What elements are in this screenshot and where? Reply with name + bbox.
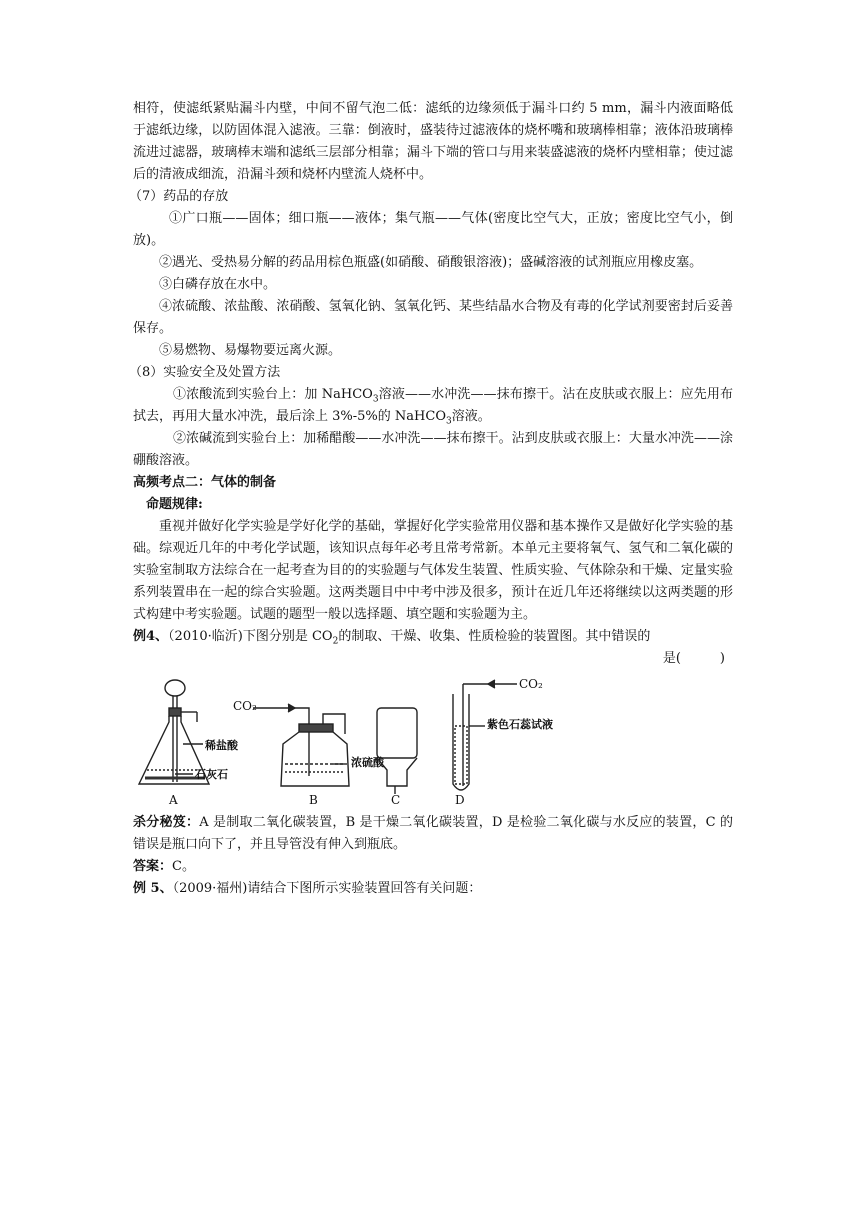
storage-item-1: ①广口瓶——固体；细口瓶——液体；集气瓶——气体(密度比空气大，正放；密度比空气小，倒放)。 — [133, 211, 733, 248]
filtration-paragraph: 相符，使滤纸紧贴漏斗内壁，中间不留气泡二低：滤纸的边缘须低于漏斗口约 5 mm，漏斗内液面略低于滤纸边缘，以防固体混入滤液。三靠：倒液时，盛装待过滤液体的烧杯嘴和玻璃棒相靠；液体沿玻璃棒流进过滤器，玻璃棒末端和滤纸三层部分相靠；漏斗下端的管口与用来装盛滤液的烧杯内壁相靠；使过滤后的清液成细流，沿漏斗颈和烧杯内壁流人烧杯中。 — [133, 101, 733, 182]
storage-item-4: ④浓硫酸、浓盐酸、浓硝酸、氢氧化钠、氢氧化钙、某些结晶水合物及有毒的化学试剂要密封后妥善保存。 — [133, 299, 733, 336]
apparatus-diagram — [133, 674, 733, 812]
label-co2-b: CO₂ — [233, 699, 257, 713]
storage-heading: （7）药品的存放 — [129, 189, 229, 204]
tips-paragraph: 杀分秘笈：A 是制取二氧化碳装置，B 是干燥二氧化碳装置，D 是检验二氧化碳与水反应的装置，C 的错误是瓶口向下了，并且导管没有伸入到瓶底。 — [133, 815, 733, 852]
section-title: 高频考点二：气体的制备 — [133, 475, 277, 490]
label-litmus: 紫色石蕊试液 — [487, 718, 553, 731]
storage-item-3: ③白磷存放在水中。 — [159, 277, 277, 292]
example-4: 例4、（2010·临沂)下图分别是 $CO_2$的制取、干燥、收集、性质检验的装置图。其中错误的 — [133, 629, 651, 647]
label-acid: 稀盐酸 — [205, 739, 238, 752]
caption-d: D — [455, 793, 465, 807]
storage-item-2: ②遇光、受热易分解的药品用棕色瓶盛(如硝酸、硝酸银溶液)；盛碱溶液的试剂瓶应用橡皮塞。 — [159, 255, 703, 270]
safety-heading: （8）实验安全及处置方法 — [129, 365, 281, 380]
safety-item-2: ②浓碱流到实验台上：加稀醋酸——水冲洗——抹布擦干。沾到皮肤或衣服上：大量水冲洗——涂硼酸溶液。 — [133, 431, 733, 468]
example-4-blank: 是( ) — [662, 651, 725, 666]
caption-a: A — [169, 793, 178, 807]
apparatus-c — [377, 708, 417, 794]
caption-b: B — [309, 793, 318, 807]
label-sulfuric: 浓硫酸 — [351, 756, 384, 769]
apparatus-figure — [133, 674, 733, 812]
apparatus-b — [253, 704, 349, 786]
example-5: 例 5、（2009·福州)请结合下图所示实验装置回答有关问题： — [133, 881, 482, 896]
rule-text: 重视并做好化学实验是学好化学的基础，掌握好化学实验常用仪器和基本操作又是做好化学实验的基础。综观近几年的中考化学试题，该知识点每年必考且常考常新。本单元主要将氧气、氢气和二氧化碳的实验室制取方法综合在一起考查为目的的实验题与气体发生装置、性质实验、气体除杂和干燥、定量实验系列装置串在一起的综合实验题。这两类题目中中考中涉及很多，预计在近几年还将继续以这两类题的形式构建中考实验题。试题的题型一般以选择题、填空题和实验题为主。 — [133, 519, 733, 622]
document-page — [129, 98, 733, 900]
rule-title: 命题规律: — [146, 497, 203, 512]
apparatus-d — [453, 680, 517, 790]
answer-paragraph: 答案：C。 — [133, 859, 195, 874]
label-stone: 石灰石 — [195, 768, 228, 781]
caption-c: C — [391, 793, 401, 807]
storage-item-5: ⑤易燃物、易爆物要远离火源。 — [159, 343, 342, 358]
label-co2-d: CO₂ — [519, 677, 543, 691]
safety-item-1: ①浓酸流到实验台上：加 NaHCO$_3$溶液——水冲洗——抹布擦干。沾在皮肤或衣服上：应先用布拭去，再用大量水冲洗，最后涂上 3%-5%的 NaHCO$_3$溶液。 — [133, 387, 733, 427]
